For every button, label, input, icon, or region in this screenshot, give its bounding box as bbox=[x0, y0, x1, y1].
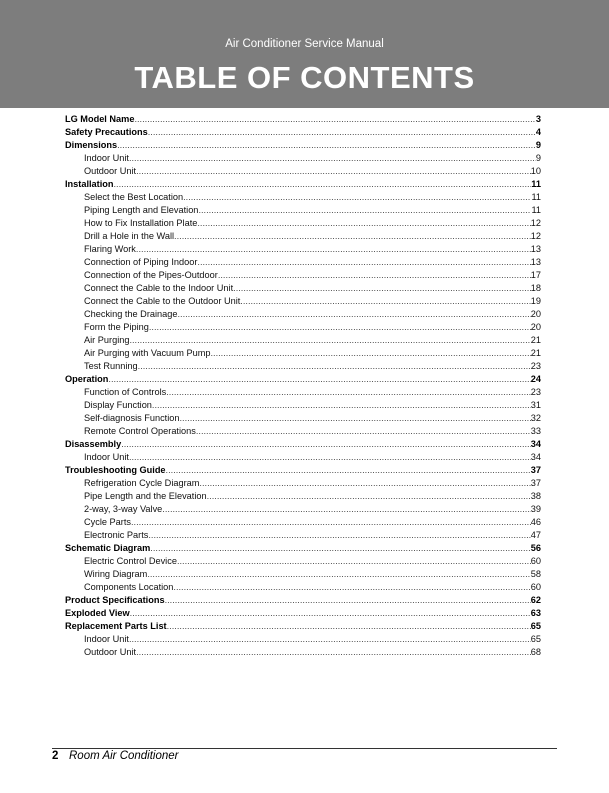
toc-dot-leader bbox=[166, 464, 531, 477]
toc-subsection-entry[interactable] bbox=[65, 256, 541, 269]
toc-dot-leader bbox=[199, 477, 530, 490]
toc-subsection-entry[interactable] bbox=[65, 334, 541, 347]
toc-dot-leader bbox=[207, 490, 531, 503]
toc-section-entry[interactable] bbox=[65, 139, 541, 152]
toc-dot-leader bbox=[165, 594, 531, 607]
toc-entry-page: 23 bbox=[530, 387, 541, 397]
toc-entry-label: Refrigeration Cycle Diagram bbox=[84, 478, 200, 488]
toc-subsection-entry[interactable] bbox=[65, 295, 541, 308]
toc-dot-leader bbox=[147, 568, 530, 581]
toc-entry-label: Pipe Length and the Elevation bbox=[84, 491, 207, 501]
toc-dot-leader bbox=[130, 607, 531, 620]
toc-entry-page: 34 bbox=[530, 452, 541, 462]
toc-entry-label: Operation bbox=[65, 374, 109, 384]
toc-entry-label: Display Function bbox=[84, 400, 152, 410]
toc-subsection-entry[interactable] bbox=[65, 490, 541, 503]
toc-entry-label: Disassembly bbox=[65, 439, 122, 449]
toc-subsection-entry[interactable] bbox=[65, 204, 541, 217]
toc-entry-page: 31 bbox=[530, 400, 541, 410]
toc-dot-leader bbox=[138, 360, 531, 373]
toc-subsection-entry[interactable] bbox=[65, 451, 541, 464]
toc-dot-leader bbox=[129, 152, 536, 165]
toc-entry-page: 37 bbox=[530, 465, 541, 475]
toc-entry-label: Product Specifications bbox=[65, 595, 165, 605]
toc-entry-page: 20 bbox=[530, 309, 541, 319]
toc-entry-page: 56 bbox=[530, 543, 541, 553]
toc-subsection-entry[interactable] bbox=[65, 646, 541, 659]
toc-dot-leader bbox=[166, 386, 531, 399]
toc-entry-page: 34 bbox=[530, 439, 541, 449]
toc-entry-label: Connection of the Pipes-Outdoor bbox=[84, 270, 218, 280]
toc-entry-label: Indoor Unit bbox=[84, 153, 129, 163]
toc-entry-page: 11 bbox=[531, 192, 541, 202]
toc-entry-page: 18 bbox=[530, 283, 541, 293]
footer-title: Room Air Conditioner bbox=[69, 750, 179, 762]
toc-subsection-entry[interactable] bbox=[65, 230, 541, 243]
toc-dot-leader bbox=[183, 191, 531, 204]
toc-entry-label: Indoor Unit bbox=[84, 452, 129, 462]
toc-entry-label: Components Location bbox=[84, 582, 174, 592]
toc-entry-page: 38 bbox=[530, 491, 541, 501]
toc-entry-page: 33 bbox=[530, 426, 541, 436]
toc-subsection-entry[interactable] bbox=[65, 191, 541, 204]
toc-entry-label: 2-way, 3-way Valve bbox=[84, 504, 163, 514]
toc-entry-label: Flaring Work bbox=[84, 244, 136, 254]
toc-entry-page: 62 bbox=[530, 595, 541, 605]
toc-entry-page: 9 bbox=[535, 140, 541, 150]
toc-entry-page: 32 bbox=[530, 413, 541, 423]
toc-dot-leader bbox=[136, 165, 531, 178]
toc-dot-leader bbox=[148, 126, 536, 139]
toc-entry-label: Test Running bbox=[84, 361, 138, 371]
page-footer bbox=[52, 748, 557, 764]
toc-section-entry[interactable] bbox=[65, 438, 541, 451]
toc-entry-label: Dimensions bbox=[65, 140, 118, 150]
toc-section-entry[interactable] bbox=[65, 178, 541, 191]
toc-dot-leader bbox=[114, 178, 532, 191]
toc-entry-page: 24 bbox=[530, 374, 541, 384]
toc-entry-label: Function of Controls bbox=[84, 387, 167, 397]
toc-entry-page: 60 bbox=[530, 556, 541, 566]
toc-dot-leader bbox=[177, 555, 531, 568]
table-of-contents bbox=[65, 113, 541, 659]
toc-entry-label: Self-diagnosis Function bbox=[84, 413, 180, 423]
toc-dot-leader bbox=[131, 516, 531, 529]
toc-dot-leader bbox=[134, 113, 535, 126]
toc-entry-page: 47 bbox=[530, 530, 541, 540]
toc-entry-page: 65 bbox=[530, 621, 541, 631]
toc-entry-page: 12 bbox=[530, 231, 541, 241]
toc-entry-page: 17 bbox=[530, 270, 541, 280]
toc-subsection-entry[interactable] bbox=[65, 347, 541, 360]
toc-entry-label: Air Purging with Vacuum Pump bbox=[84, 348, 211, 358]
toc-subsection-entry[interactable] bbox=[65, 321, 541, 334]
toc-dot-leader bbox=[117, 139, 536, 152]
toc-entry-page: 20 bbox=[530, 322, 541, 332]
toc-entry-label: Wiring Diagram bbox=[84, 569, 148, 579]
toc-entry-label: Outdoor Unit bbox=[84, 647, 137, 657]
toc-subsection-entry[interactable] bbox=[65, 165, 541, 178]
toc-dot-leader bbox=[129, 334, 530, 347]
toc-entry-label: Safety Precautions bbox=[65, 127, 148, 137]
toc-entry-page: 19 bbox=[530, 296, 541, 306]
toc-section-entry[interactable] bbox=[65, 620, 541, 633]
toc-subsection-entry[interactable] bbox=[65, 425, 541, 438]
toc-dot-leader bbox=[162, 503, 530, 516]
toc-entry-page: 63 bbox=[530, 608, 541, 618]
toc-section-entry[interactable] bbox=[65, 113, 541, 126]
toc-subsection-entry[interactable] bbox=[65, 477, 541, 490]
toc-entry-page: 23 bbox=[530, 361, 541, 371]
toc-dot-leader bbox=[149, 321, 531, 334]
toc-entry-page: 10 bbox=[530, 166, 541, 176]
toc-entry-page: 11 bbox=[531, 205, 541, 215]
toc-dot-leader bbox=[173, 581, 530, 594]
toc-dot-leader bbox=[197, 256, 530, 269]
toc-section-entry[interactable] bbox=[65, 373, 541, 386]
toc-subsection-entry[interactable] bbox=[65, 555, 541, 568]
toc-entry-page: 9 bbox=[535, 153, 541, 163]
toc-entry-label: Installation bbox=[65, 179, 114, 189]
toc-entry-page: 60 bbox=[530, 582, 541, 592]
toc-dot-leader bbox=[129, 451, 531, 464]
toc-dot-leader bbox=[136, 243, 531, 256]
toc-subsection-entry[interactable] bbox=[65, 633, 541, 646]
toc-dot-leader bbox=[198, 204, 531, 217]
toc-subsection-entry[interactable] bbox=[65, 568, 541, 581]
toc-entry-label: Form the Piping bbox=[84, 322, 149, 332]
toc-dot-leader bbox=[240, 295, 530, 308]
toc-section-entry[interactable] bbox=[65, 607, 541, 620]
toc-subsection-entry[interactable] bbox=[65, 386, 541, 399]
toc-subsection-entry[interactable] bbox=[65, 152, 541, 165]
toc-entry-page: 11 bbox=[531, 179, 541, 189]
toc-dot-leader bbox=[129, 633, 531, 646]
header-banner bbox=[0, 0, 609, 108]
toc-dot-leader bbox=[121, 438, 531, 451]
toc-entry-page: 39 bbox=[530, 504, 541, 514]
toc-dot-leader bbox=[196, 425, 531, 438]
toc-entry-page: 65 bbox=[530, 634, 541, 644]
toc-subsection-entry[interactable] bbox=[65, 217, 541, 230]
toc-entry-page: 3 bbox=[535, 114, 541, 124]
toc-entry-page: 21 bbox=[530, 348, 541, 358]
toc-subsection-entry[interactable] bbox=[65, 412, 541, 425]
toc-dot-leader bbox=[180, 412, 531, 425]
toc-entry-label: Piping Length and Elevation bbox=[84, 205, 199, 215]
toc-entry-label: Electric Control Device bbox=[84, 556, 177, 566]
toc-section-entry[interactable] bbox=[65, 464, 541, 477]
toc-subsection-entry[interactable] bbox=[65, 243, 541, 256]
toc-entry-label: Drill a Hole in the Wall bbox=[84, 231, 175, 241]
toc-entry-page: 46 bbox=[530, 517, 541, 527]
toc-subsection-entry[interactable] bbox=[65, 360, 541, 373]
toc-dot-leader bbox=[150, 542, 530, 555]
toc-entry-label: LG Model Name bbox=[65, 114, 135, 124]
toc-entry-label: Replacement Parts List bbox=[65, 621, 167, 631]
toc-entry-page: 37 bbox=[530, 478, 541, 488]
toc-subsection-entry[interactable] bbox=[65, 529, 541, 542]
toc-subsection-entry[interactable] bbox=[65, 282, 541, 295]
toc-entry-label: Cycle Parts bbox=[84, 517, 131, 527]
toc-entry-page: 13 bbox=[530, 257, 541, 267]
toc-entry-page: 4 bbox=[535, 127, 541, 137]
toc-subsection-entry[interactable] bbox=[65, 516, 541, 529]
toc-subsection-entry[interactable] bbox=[65, 581, 541, 594]
toc-entry-page: 58 bbox=[530, 569, 541, 579]
toc-entry-page: 21 bbox=[530, 335, 541, 345]
footer-page-number: 2 bbox=[52, 750, 59, 762]
toc-entry-label: Connect the Cable to the Indoor Unit bbox=[84, 283, 234, 293]
toc-subsection-entry[interactable] bbox=[65, 269, 541, 282]
toc-dot-leader bbox=[108, 373, 530, 386]
toc-dot-leader bbox=[136, 646, 531, 659]
page-title: TABLE OF CONTENTS bbox=[134, 60, 475, 95]
toc-dot-leader bbox=[167, 620, 531, 633]
toc-entry-label: Electronic Parts bbox=[84, 530, 149, 540]
toc-entry-label: Air Purging bbox=[84, 335, 130, 345]
toc-entry-label: Outdoor Unit bbox=[84, 166, 137, 176]
toc-dot-leader bbox=[174, 230, 531, 243]
manual-subtitle: Air Conditioner Service Manual bbox=[225, 38, 384, 50]
toc-dot-leader bbox=[210, 347, 530, 360]
toc-dot-leader bbox=[152, 399, 531, 412]
toc-entry-label: Connection of Piping Indoor bbox=[84, 257, 198, 267]
toc-entry-label: Remote Control Operations bbox=[84, 426, 196, 436]
toc-entry-page: 13 bbox=[530, 244, 541, 254]
toc-dot-leader bbox=[233, 282, 531, 295]
toc-dot-leader bbox=[148, 529, 530, 542]
toc-entry-label: Checking the Drainage bbox=[84, 309, 178, 319]
toc-entry-label: Troubleshooting Guide bbox=[65, 465, 166, 475]
toc-subsection-entry[interactable] bbox=[65, 308, 541, 321]
toc-subsection-entry[interactable] bbox=[65, 503, 541, 516]
toc-dot-leader bbox=[177, 308, 530, 321]
toc-dot-leader bbox=[197, 217, 530, 230]
toc-section-entry[interactable] bbox=[65, 594, 541, 607]
toc-subsection-entry[interactable] bbox=[65, 399, 541, 412]
toc-entry-label: Indoor Unit bbox=[84, 634, 129, 644]
toc-section-entry[interactable] bbox=[65, 126, 541, 139]
toc-section-entry[interactable] bbox=[65, 542, 541, 555]
toc-entry-label: Schematic Diagram bbox=[65, 543, 151, 553]
toc-entry-label: Connect the Cable to the Outdoor Unit bbox=[84, 296, 241, 306]
toc-entry-page: 68 bbox=[530, 647, 541, 657]
toc-dot-leader bbox=[218, 269, 531, 282]
toc-entry-label: Select the Best Location bbox=[84, 192, 184, 202]
toc-entry-page: 12 bbox=[530, 218, 541, 228]
toc-entry-label: Exploded View bbox=[65, 608, 130, 618]
toc-entry-label: How to Fix Installation Plate bbox=[84, 218, 198, 228]
